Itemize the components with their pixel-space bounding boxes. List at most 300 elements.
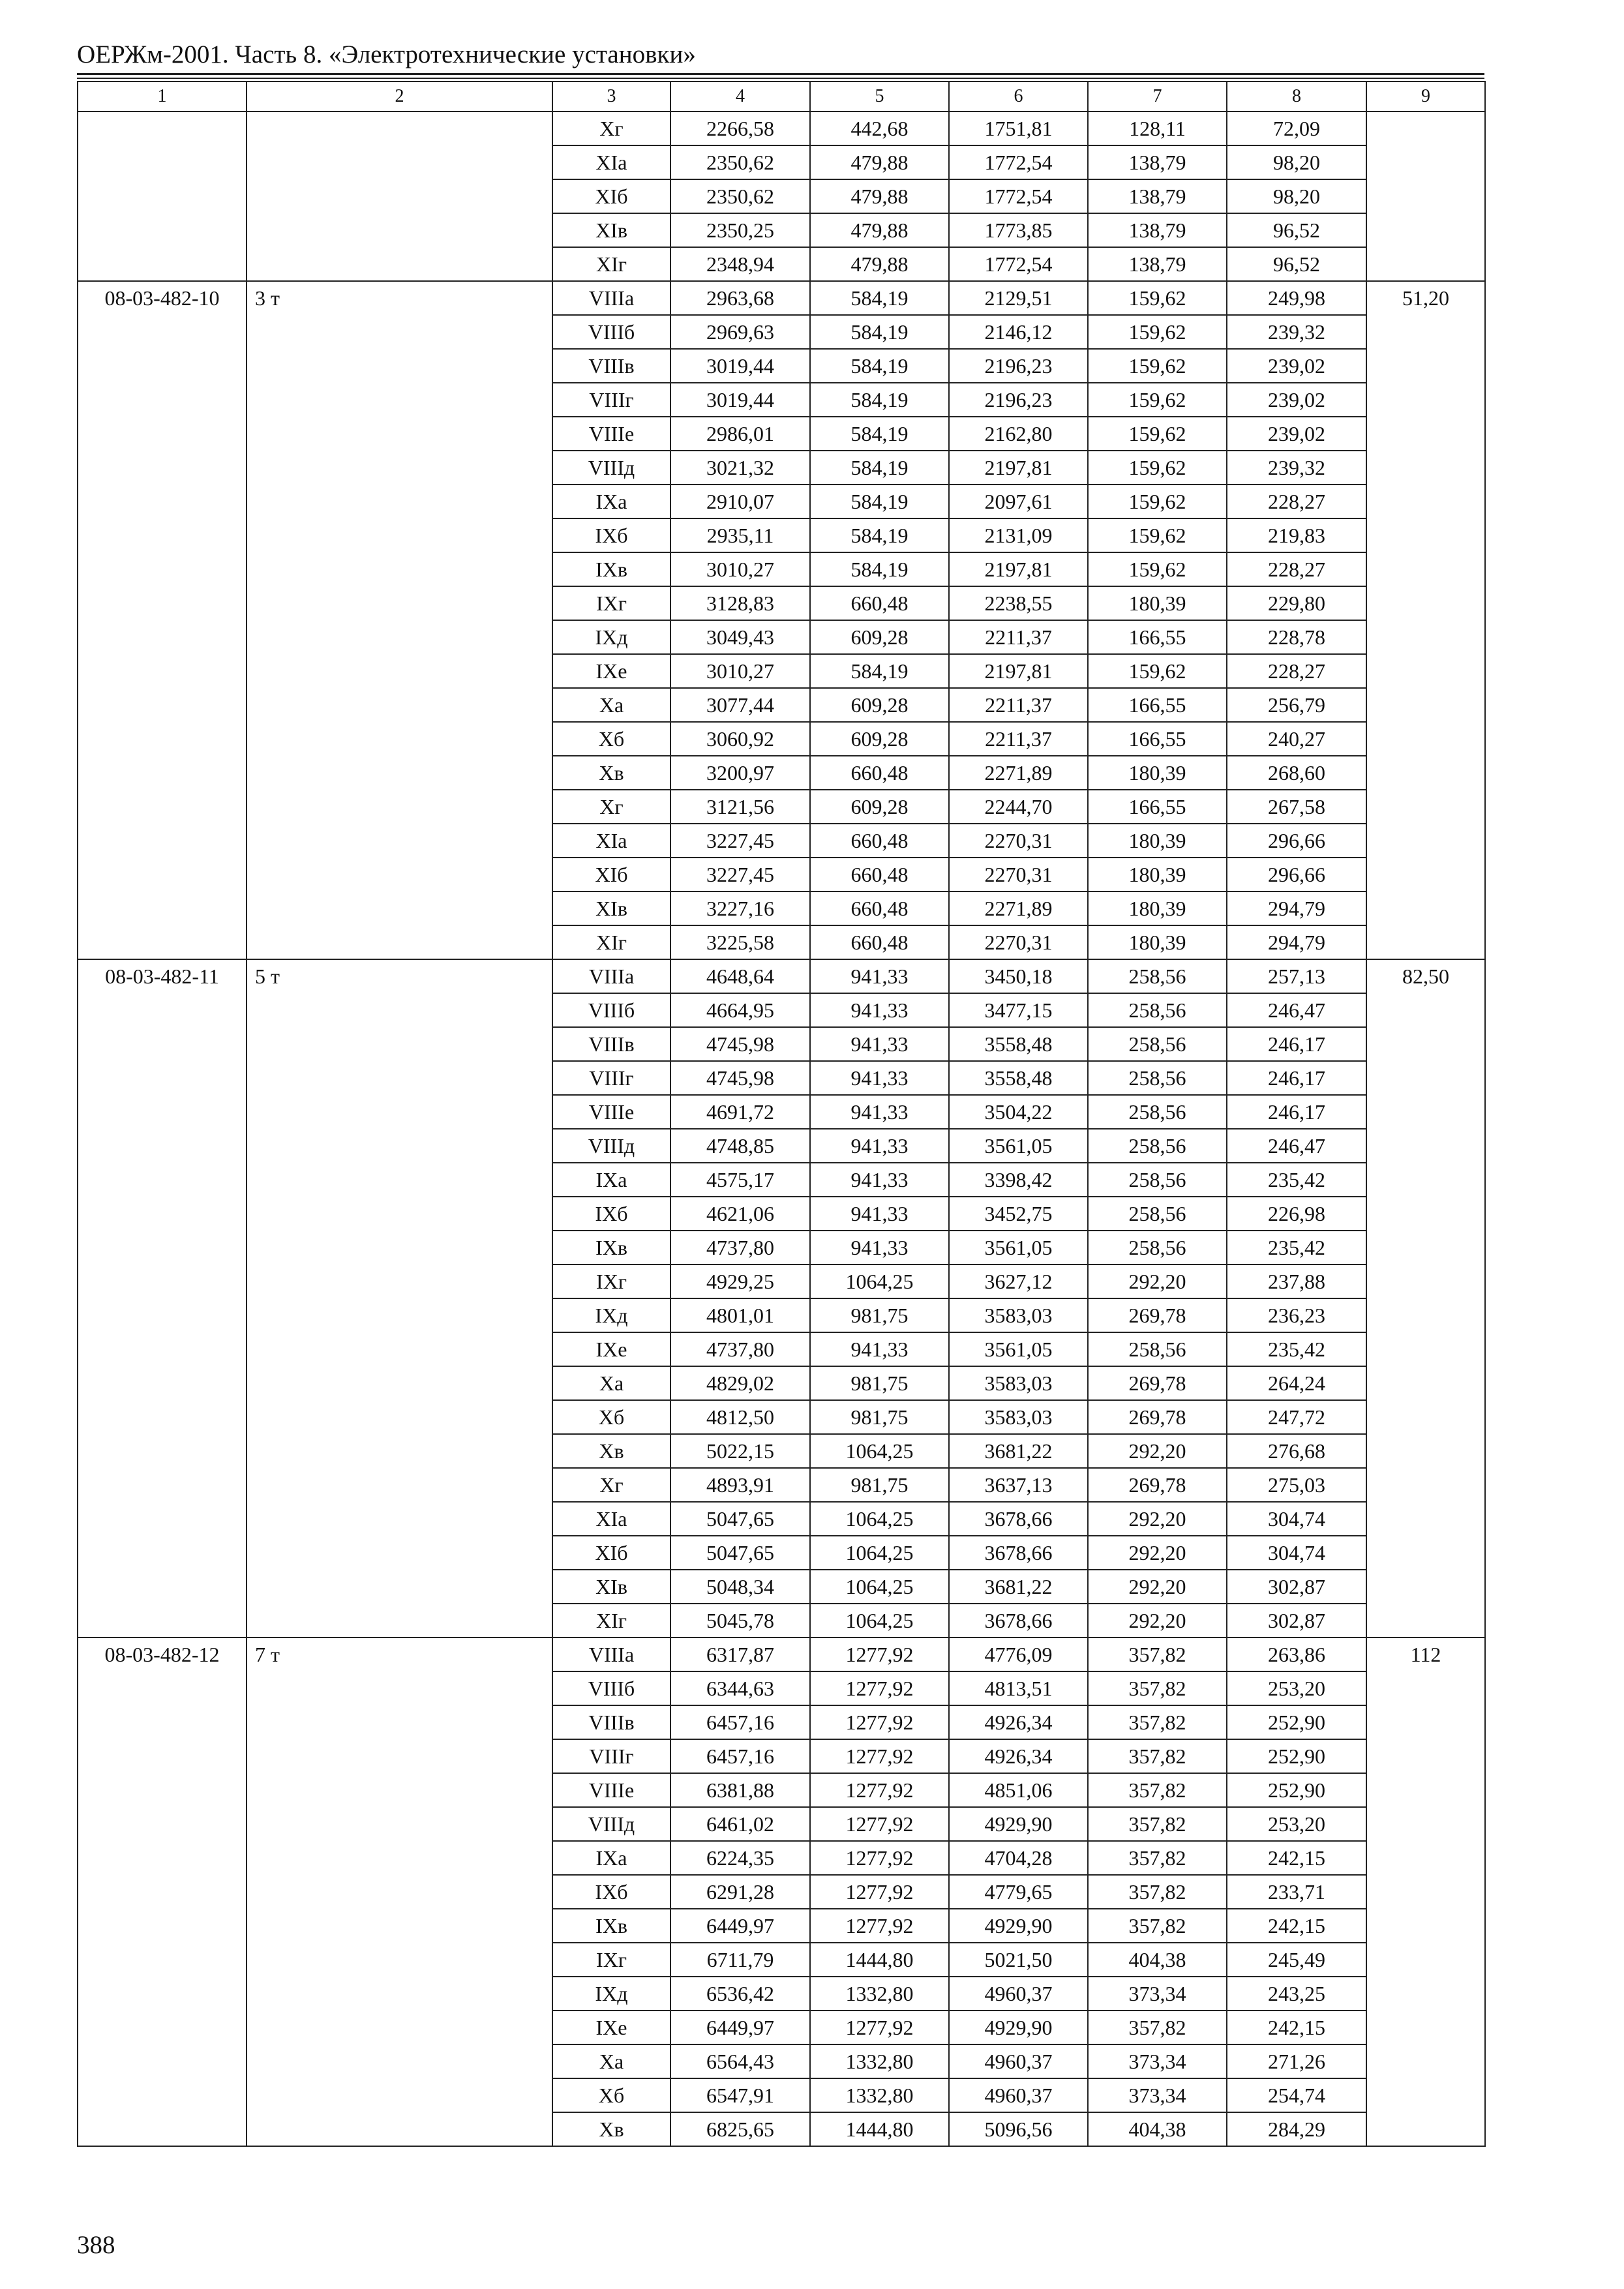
operator-wages-cell: 166,55: [1088, 722, 1227, 756]
wages-cell: 609,28: [810, 790, 949, 824]
wages-cell: 584,19: [810, 417, 949, 451]
machine-cost-cell: 3583,03: [949, 1400, 1088, 1434]
column-number-row: [78, 82, 1485, 112]
wages-cell: 660,48: [810, 586, 949, 620]
total-cost-cell: 4621,06: [670, 1197, 810, 1231]
operator-wages-cell: 159,62: [1088, 417, 1227, 451]
machine-cost-cell: 1772,54: [949, 145, 1088, 179]
operator-wages-cell: 159,62: [1088, 552, 1227, 586]
operator-wages-cell: 269,78: [1088, 1400, 1227, 1434]
machine-cost-cell: 3561,05: [949, 1129, 1088, 1163]
machine-cost-cell: 2129,51: [949, 281, 1088, 315]
version-cell: XIа: [552, 824, 670, 858]
operator-wages-cell: 159,62: [1088, 383, 1227, 417]
total-cost-cell: 3225,58: [670, 925, 810, 959]
total-cost-cell: 3227,16: [670, 891, 810, 925]
total-cost-cell: 6291,28: [670, 1875, 810, 1909]
price-table: [77, 81, 1486, 2147]
materials-cost-cell: 252,90: [1227, 1739, 1366, 1773]
column-number: 1: [78, 82, 247, 112]
materials-cost-cell: 302,87: [1227, 1570, 1366, 1604]
materials-cost-cell: 253,20: [1227, 1671, 1366, 1705]
materials-cost-cell: 246,47: [1227, 1129, 1366, 1163]
version-cell: XIб: [552, 179, 670, 213]
total-cost-cell: 6449,97: [670, 1909, 810, 1943]
total-cost-cell: 4829,02: [670, 1366, 810, 1400]
operator-wages-cell: 292,20: [1088, 1434, 1227, 1468]
total-cost-cell: 3200,97: [670, 756, 810, 790]
materials-cost-cell: 257,13: [1227, 959, 1366, 993]
operator-wages-cell: 166,55: [1088, 688, 1227, 722]
total-cost-cell: 2350,25: [670, 213, 810, 247]
total-cost-cell: 3010,27: [670, 552, 810, 586]
materials-cost-cell: 304,74: [1227, 1536, 1366, 1570]
version-cell: VIIIг: [552, 1061, 670, 1095]
wages-cell: 1064,25: [810, 1536, 949, 1570]
machine-cost-cell: 3678,66: [949, 1502, 1088, 1536]
labor-cost-cell: [1366, 112, 1485, 281]
version-cell: IXв: [552, 1909, 670, 1943]
machine-cost-cell: 2197,81: [949, 552, 1088, 586]
operator-wages-cell: 258,56: [1088, 1163, 1227, 1197]
wages-cell: 981,75: [810, 1468, 949, 1502]
mass-cell: [247, 112, 552, 281]
total-cost-cell: 6344,63: [670, 1671, 810, 1705]
total-cost-cell: 3019,44: [670, 349, 810, 383]
wages-cell: 584,19: [810, 315, 949, 349]
machine-cost-cell: 2271,89: [949, 891, 1088, 925]
version-cell: VIIIв: [552, 1027, 670, 1061]
machine-cost-cell: 3583,03: [949, 1298, 1088, 1332]
materials-cost-cell: 264,24: [1227, 1366, 1366, 1400]
version-cell: VIIIг: [552, 383, 670, 417]
operator-wages-cell: 159,62: [1088, 281, 1227, 315]
machine-cost-cell: 3678,66: [949, 1604, 1088, 1638]
operator-wages-cell: 258,56: [1088, 1095, 1227, 1129]
materials-cost-cell: 254,74: [1227, 2078, 1366, 2112]
version-cell: Xб: [552, 722, 670, 756]
labor-cost-cell: 51,20: [1366, 281, 1485, 959]
total-cost-cell: 3121,56: [670, 790, 810, 824]
operator-wages-cell: 357,82: [1088, 1705, 1227, 1739]
machine-cost-cell: 2270,31: [949, 925, 1088, 959]
total-cost-cell: 6711,79: [670, 1943, 810, 1977]
operator-wages-cell: 258,56: [1088, 993, 1227, 1027]
machine-cost-cell: 5021,50: [949, 1943, 1088, 1977]
version-cell: XIа: [552, 1502, 670, 1536]
version-cell: VIIIг: [552, 1739, 670, 1773]
rate-code-cell: [78, 112, 247, 281]
total-cost-cell: 6825,65: [670, 2112, 810, 2146]
wages-cell: 1444,80: [810, 2112, 949, 2146]
operator-wages-cell: 357,82: [1088, 1807, 1227, 1841]
operator-wages-cell: 357,82: [1088, 1875, 1227, 1909]
version-cell: IXа: [552, 1163, 670, 1197]
total-cost-cell: 5045,78: [670, 1604, 810, 1638]
wages-cell: 479,88: [810, 247, 949, 281]
machine-cost-cell: 4926,34: [949, 1739, 1088, 1773]
machine-cost-cell: 2196,23: [949, 383, 1088, 417]
materials-cost-cell: 228,27: [1227, 552, 1366, 586]
materials-cost-cell: 276,68: [1227, 1434, 1366, 1468]
machine-cost-cell: 3583,03: [949, 1366, 1088, 1400]
wages-cell: 941,33: [810, 1197, 949, 1231]
operator-wages-cell: 357,82: [1088, 2011, 1227, 2044]
machine-cost-cell: 4776,09: [949, 1638, 1088, 1671]
materials-cost-cell: 228,27: [1227, 485, 1366, 518]
wages-cell: 941,33: [810, 959, 949, 993]
column-number: 5: [810, 82, 949, 112]
total-cost-cell: 5047,65: [670, 1502, 810, 1536]
machine-cost-cell: 3558,48: [949, 1027, 1088, 1061]
version-cell: IXе: [552, 2011, 670, 2044]
machine-cost-cell: 2197,81: [949, 654, 1088, 688]
wages-cell: 1064,25: [810, 1604, 949, 1638]
operator-wages-cell: 292,20: [1088, 1570, 1227, 1604]
operator-wages-cell: 159,62: [1088, 485, 1227, 518]
header-rule: [77, 73, 1484, 75]
wages-cell: 1064,25: [810, 1434, 949, 1468]
version-cell: VIIIб: [552, 315, 670, 349]
machine-cost-cell: 1773,85: [949, 213, 1088, 247]
operator-wages-cell: 258,56: [1088, 959, 1227, 993]
materials-cost-cell: 242,15: [1227, 1909, 1366, 1943]
total-cost-cell: 3010,27: [670, 654, 810, 688]
materials-cost-cell: 229,80: [1227, 586, 1366, 620]
operator-wages-cell: 373,34: [1088, 2044, 1227, 2078]
materials-cost-cell: 239,02: [1227, 383, 1366, 417]
materials-cost-cell: 245,49: [1227, 1943, 1366, 1977]
version-cell: VIIIа: [552, 1638, 670, 1671]
materials-cost-cell: 271,26: [1227, 2044, 1366, 2078]
version-cell: IXг: [552, 586, 670, 620]
wages-cell: 479,88: [810, 179, 949, 213]
version-cell: XIг: [552, 247, 670, 281]
operator-wages-cell: 292,20: [1088, 1502, 1227, 1536]
version-cell: VIIIе: [552, 1095, 670, 1129]
operator-wages-cell: 159,62: [1088, 315, 1227, 349]
operator-wages-cell: 159,62: [1088, 349, 1227, 383]
total-cost-cell: 4575,17: [670, 1163, 810, 1197]
materials-cost-cell: 98,20: [1227, 145, 1366, 179]
operator-wages-cell: 258,56: [1088, 1332, 1227, 1366]
materials-cost-cell: 249,98: [1227, 281, 1366, 315]
wages-cell: 584,19: [810, 485, 949, 518]
version-cell: XIг: [552, 1604, 670, 1638]
mass-cell: 5 т: [247, 959, 552, 1638]
total-cost-cell: 2266,58: [670, 112, 810, 145]
version-cell: IXа: [552, 1841, 670, 1875]
operator-wages-cell: 357,82: [1088, 1773, 1227, 1807]
machine-cost-cell: 4929,90: [949, 2011, 1088, 2044]
materials-cost-cell: 237,88: [1227, 1264, 1366, 1298]
total-cost-cell: 3227,45: [670, 824, 810, 858]
total-cost-cell: 2348,94: [670, 247, 810, 281]
version-cell: XIг: [552, 925, 670, 959]
version-cell: XIб: [552, 1536, 670, 1570]
version-cell: VIIIе: [552, 1773, 670, 1807]
total-cost-cell: 2969,63: [670, 315, 810, 349]
total-cost-cell: 4929,25: [670, 1264, 810, 1298]
total-cost-cell: 3128,83: [670, 586, 810, 620]
wages-cell: 1277,92: [810, 1671, 949, 1705]
column-number: 7: [1088, 82, 1227, 112]
materials-cost-cell: 235,42: [1227, 1231, 1366, 1264]
wages-cell: 941,33: [810, 993, 949, 1027]
total-cost-cell: 4664,95: [670, 993, 810, 1027]
machine-cost-cell: 2131,09: [949, 518, 1088, 552]
wages-cell: 1277,92: [810, 1909, 949, 1943]
wages-cell: 584,19: [810, 518, 949, 552]
version-cell: Xв: [552, 756, 670, 790]
materials-cost-cell: 239,32: [1227, 315, 1366, 349]
wages-cell: 1277,92: [810, 1841, 949, 1875]
materials-cost-cell: 239,02: [1227, 417, 1366, 451]
operator-wages-cell: 269,78: [1088, 1468, 1227, 1502]
operator-wages-cell: 357,82: [1088, 1841, 1227, 1875]
version-cell: IXг: [552, 1943, 670, 1977]
version-cell: VIIIв: [552, 349, 670, 383]
operator-wages-cell: 357,82: [1088, 1671, 1227, 1705]
materials-cost-cell: 294,79: [1227, 925, 1366, 959]
wages-cell: 584,19: [810, 281, 949, 315]
operator-wages-cell: 357,82: [1088, 1909, 1227, 1943]
wages-cell: 1277,92: [810, 1875, 949, 1909]
table-row: [78, 959, 1485, 993]
version-cell: Xа: [552, 688, 670, 722]
operator-wages-cell: 357,82: [1088, 1638, 1227, 1671]
total-cost-cell: 3049,43: [670, 620, 810, 654]
machine-cost-cell: 2162,80: [949, 417, 1088, 451]
wages-cell: 1444,80: [810, 1943, 949, 1977]
mass-cell: 3 т: [247, 281, 552, 959]
machine-cost-cell: 3398,42: [949, 1163, 1088, 1197]
wages-cell: 660,48: [810, 756, 949, 790]
wages-cell: 609,28: [810, 722, 949, 756]
machine-cost-cell: 3477,15: [949, 993, 1088, 1027]
wages-cell: 941,33: [810, 1332, 949, 1366]
machine-cost-cell: 4929,90: [949, 1807, 1088, 1841]
wages-cell: 981,75: [810, 1366, 949, 1400]
wages-cell: 941,33: [810, 1027, 949, 1061]
total-cost-cell: 5022,15: [670, 1434, 810, 1468]
wages-cell: 941,33: [810, 1061, 949, 1095]
operator-wages-cell: 180,39: [1088, 891, 1227, 925]
total-cost-cell: 4648,64: [670, 959, 810, 993]
total-cost-cell: 2963,68: [670, 281, 810, 315]
materials-cost-cell: 296,66: [1227, 858, 1366, 891]
version-cell: XIв: [552, 213, 670, 247]
materials-cost-cell: 235,42: [1227, 1332, 1366, 1366]
materials-cost-cell: 252,90: [1227, 1705, 1366, 1739]
version-cell: VIIIд: [552, 451, 670, 485]
machine-cost-cell: 4929,90: [949, 1909, 1088, 1943]
materials-cost-cell: 226,98: [1227, 1197, 1366, 1231]
materials-cost-cell: 243,25: [1227, 1977, 1366, 2011]
materials-cost-cell: 239,02: [1227, 349, 1366, 383]
operator-wages-cell: 269,78: [1088, 1298, 1227, 1332]
machine-cost-cell: 2211,37: [949, 620, 1088, 654]
materials-cost-cell: 304,74: [1227, 1502, 1366, 1536]
wages-cell: 981,75: [810, 1400, 949, 1434]
materials-cost-cell: 246,47: [1227, 993, 1366, 1027]
rate-code-cell: 08-03-482-12: [78, 1638, 247, 2146]
table-row: [78, 281, 1485, 315]
total-cost-cell: 4801,01: [670, 1298, 810, 1332]
operator-wages-cell: 138,79: [1088, 179, 1227, 213]
column-number: 3: [552, 82, 670, 112]
version-cell: Xб: [552, 1400, 670, 1434]
materials-cost-cell: 228,27: [1227, 654, 1366, 688]
column-number: 2: [247, 82, 552, 112]
operator-wages-cell: 128,11: [1088, 112, 1227, 145]
operator-wages-cell: 159,62: [1088, 518, 1227, 552]
version-cell: VIIIб: [552, 1671, 670, 1705]
mass-cell: 7 т: [247, 1638, 552, 2146]
total-cost-cell: 2350,62: [670, 179, 810, 213]
version-cell: Xг: [552, 112, 670, 145]
machine-cost-cell: 3681,22: [949, 1570, 1088, 1604]
version-cell: IXд: [552, 1298, 670, 1332]
materials-cost-cell: 302,87: [1227, 1604, 1366, 1638]
machine-cost-cell: 2097,61: [949, 485, 1088, 518]
operator-wages-cell: 166,55: [1088, 620, 1227, 654]
total-cost-cell: 4745,98: [670, 1061, 810, 1095]
total-cost-cell: 6224,35: [670, 1841, 810, 1875]
materials-cost-cell: 72,09: [1227, 112, 1366, 145]
wages-cell: 660,48: [810, 824, 949, 858]
rate-code-cell: 08-03-482-10: [78, 281, 247, 959]
operator-wages-cell: 180,39: [1088, 925, 1227, 959]
total-cost-cell: 2986,01: [670, 417, 810, 451]
operator-wages-cell: 292,20: [1088, 1264, 1227, 1298]
total-cost-cell: 2350,62: [670, 145, 810, 179]
machine-cost-cell: 3678,66: [949, 1536, 1088, 1570]
wages-cell: 660,48: [810, 925, 949, 959]
total-cost-cell: 5047,65: [670, 1536, 810, 1570]
table-row: [78, 112, 1485, 145]
materials-cost-cell: 240,27: [1227, 722, 1366, 756]
materials-cost-cell: 252,90: [1227, 1773, 1366, 1807]
wages-cell: 479,88: [810, 145, 949, 179]
machine-cost-cell: 1772,54: [949, 247, 1088, 281]
version-cell: IXе: [552, 1332, 670, 1366]
version-cell: IXв: [552, 552, 670, 586]
version-cell: IXб: [552, 518, 670, 552]
version-cell: XIв: [552, 891, 670, 925]
version-cell: IXа: [552, 485, 670, 518]
wages-cell: 1332,80: [810, 1977, 949, 2011]
machine-cost-cell: 2244,70: [949, 790, 1088, 824]
total-cost-cell: 4748,85: [670, 1129, 810, 1163]
wages-cell: 1277,92: [810, 1773, 949, 1807]
materials-cost-cell: 267,58: [1227, 790, 1366, 824]
rate-code-cell: 08-03-482-11: [78, 959, 247, 1638]
materials-cost-cell: 239,32: [1227, 451, 1366, 485]
operator-wages-cell: 258,56: [1088, 1231, 1227, 1264]
version-cell: Xг: [552, 1468, 670, 1502]
wages-cell: 1277,92: [810, 1807, 949, 1841]
machine-cost-cell: 4960,37: [949, 1977, 1088, 2011]
version-cell: XIв: [552, 1570, 670, 1604]
total-cost-cell: 6457,16: [670, 1739, 810, 1773]
table-row: [78, 1638, 1485, 1671]
total-cost-cell: 6536,42: [670, 1977, 810, 2011]
version-cell: IXв: [552, 1231, 670, 1264]
machine-cost-cell: 2211,37: [949, 688, 1088, 722]
wages-cell: 1064,25: [810, 1264, 949, 1298]
machine-cost-cell: 4851,06: [949, 1773, 1088, 1807]
page-number: 388: [77, 2231, 115, 2259]
version-cell: VIIIб: [552, 993, 670, 1027]
operator-wages-cell: 258,56: [1088, 1197, 1227, 1231]
materials-cost-cell: 294,79: [1227, 891, 1366, 925]
version-cell: IXе: [552, 654, 670, 688]
materials-cost-cell: 284,29: [1227, 2112, 1366, 2146]
version-cell: IXб: [552, 1875, 670, 1909]
total-cost-cell: 4691,72: [670, 1095, 810, 1129]
materials-cost-cell: 256,79: [1227, 688, 1366, 722]
wages-cell: 584,19: [810, 349, 949, 383]
operator-wages-cell: 159,62: [1088, 451, 1227, 485]
operator-wages-cell: 180,39: [1088, 586, 1227, 620]
total-cost-cell: 3060,92: [670, 722, 810, 756]
header-rule: [77, 78, 1484, 79]
column-number: 6: [949, 82, 1088, 112]
version-cell: Xв: [552, 1434, 670, 1468]
version-cell: VIIIа: [552, 281, 670, 315]
materials-cost-cell: 253,20: [1227, 1807, 1366, 1841]
materials-cost-cell: 242,15: [1227, 2011, 1366, 2044]
total-cost-cell: 4737,80: [670, 1332, 810, 1366]
wages-cell: 981,75: [810, 1298, 949, 1332]
version-cell: VIIIд: [552, 1129, 670, 1163]
version-cell: VIIIа: [552, 959, 670, 993]
total-cost-cell: 6547,91: [670, 2078, 810, 2112]
operator-wages-cell: 138,79: [1088, 247, 1227, 281]
table-body: [78, 82, 1485, 2146]
machine-cost-cell: 4960,37: [949, 2078, 1088, 2112]
materials-cost-cell: 296,66: [1227, 824, 1366, 858]
wages-cell: 1064,25: [810, 1502, 949, 1536]
wages-cell: 609,28: [810, 620, 949, 654]
machine-cost-cell: 3561,05: [949, 1231, 1088, 1264]
wages-cell: 479,88: [810, 213, 949, 247]
machine-cost-cell: 4779,65: [949, 1875, 1088, 1909]
version-cell: IXд: [552, 1977, 670, 2011]
total-cost-cell: 2910,07: [670, 485, 810, 518]
total-cost-cell: 3077,44: [670, 688, 810, 722]
wages-cell: 660,48: [810, 891, 949, 925]
machine-cost-cell: 3504,22: [949, 1095, 1088, 1129]
materials-cost-cell: 235,42: [1227, 1163, 1366, 1197]
operator-wages-cell: 404,38: [1088, 2112, 1227, 2146]
document-header: ОЕРЖм-2001. Часть 8. «Электротехнические установки»: [77, 40, 696, 68]
wages-cell: 1277,92: [810, 1638, 949, 1671]
wages-cell: 1277,92: [810, 1705, 949, 1739]
total-cost-cell: 6317,87: [670, 1638, 810, 1671]
wages-cell: 660,48: [810, 858, 949, 891]
total-cost-cell: 6381,88: [670, 1773, 810, 1807]
operator-wages-cell: 258,56: [1088, 1061, 1227, 1095]
version-cell: Xв: [552, 2112, 670, 2146]
wages-cell: 1064,25: [810, 1570, 949, 1604]
machine-cost-cell: 2197,81: [949, 451, 1088, 485]
machine-cost-cell: 3450,18: [949, 959, 1088, 993]
total-cost-cell: 6461,02: [670, 1807, 810, 1841]
operator-wages-cell: 159,62: [1088, 654, 1227, 688]
wages-cell: 941,33: [810, 1231, 949, 1264]
